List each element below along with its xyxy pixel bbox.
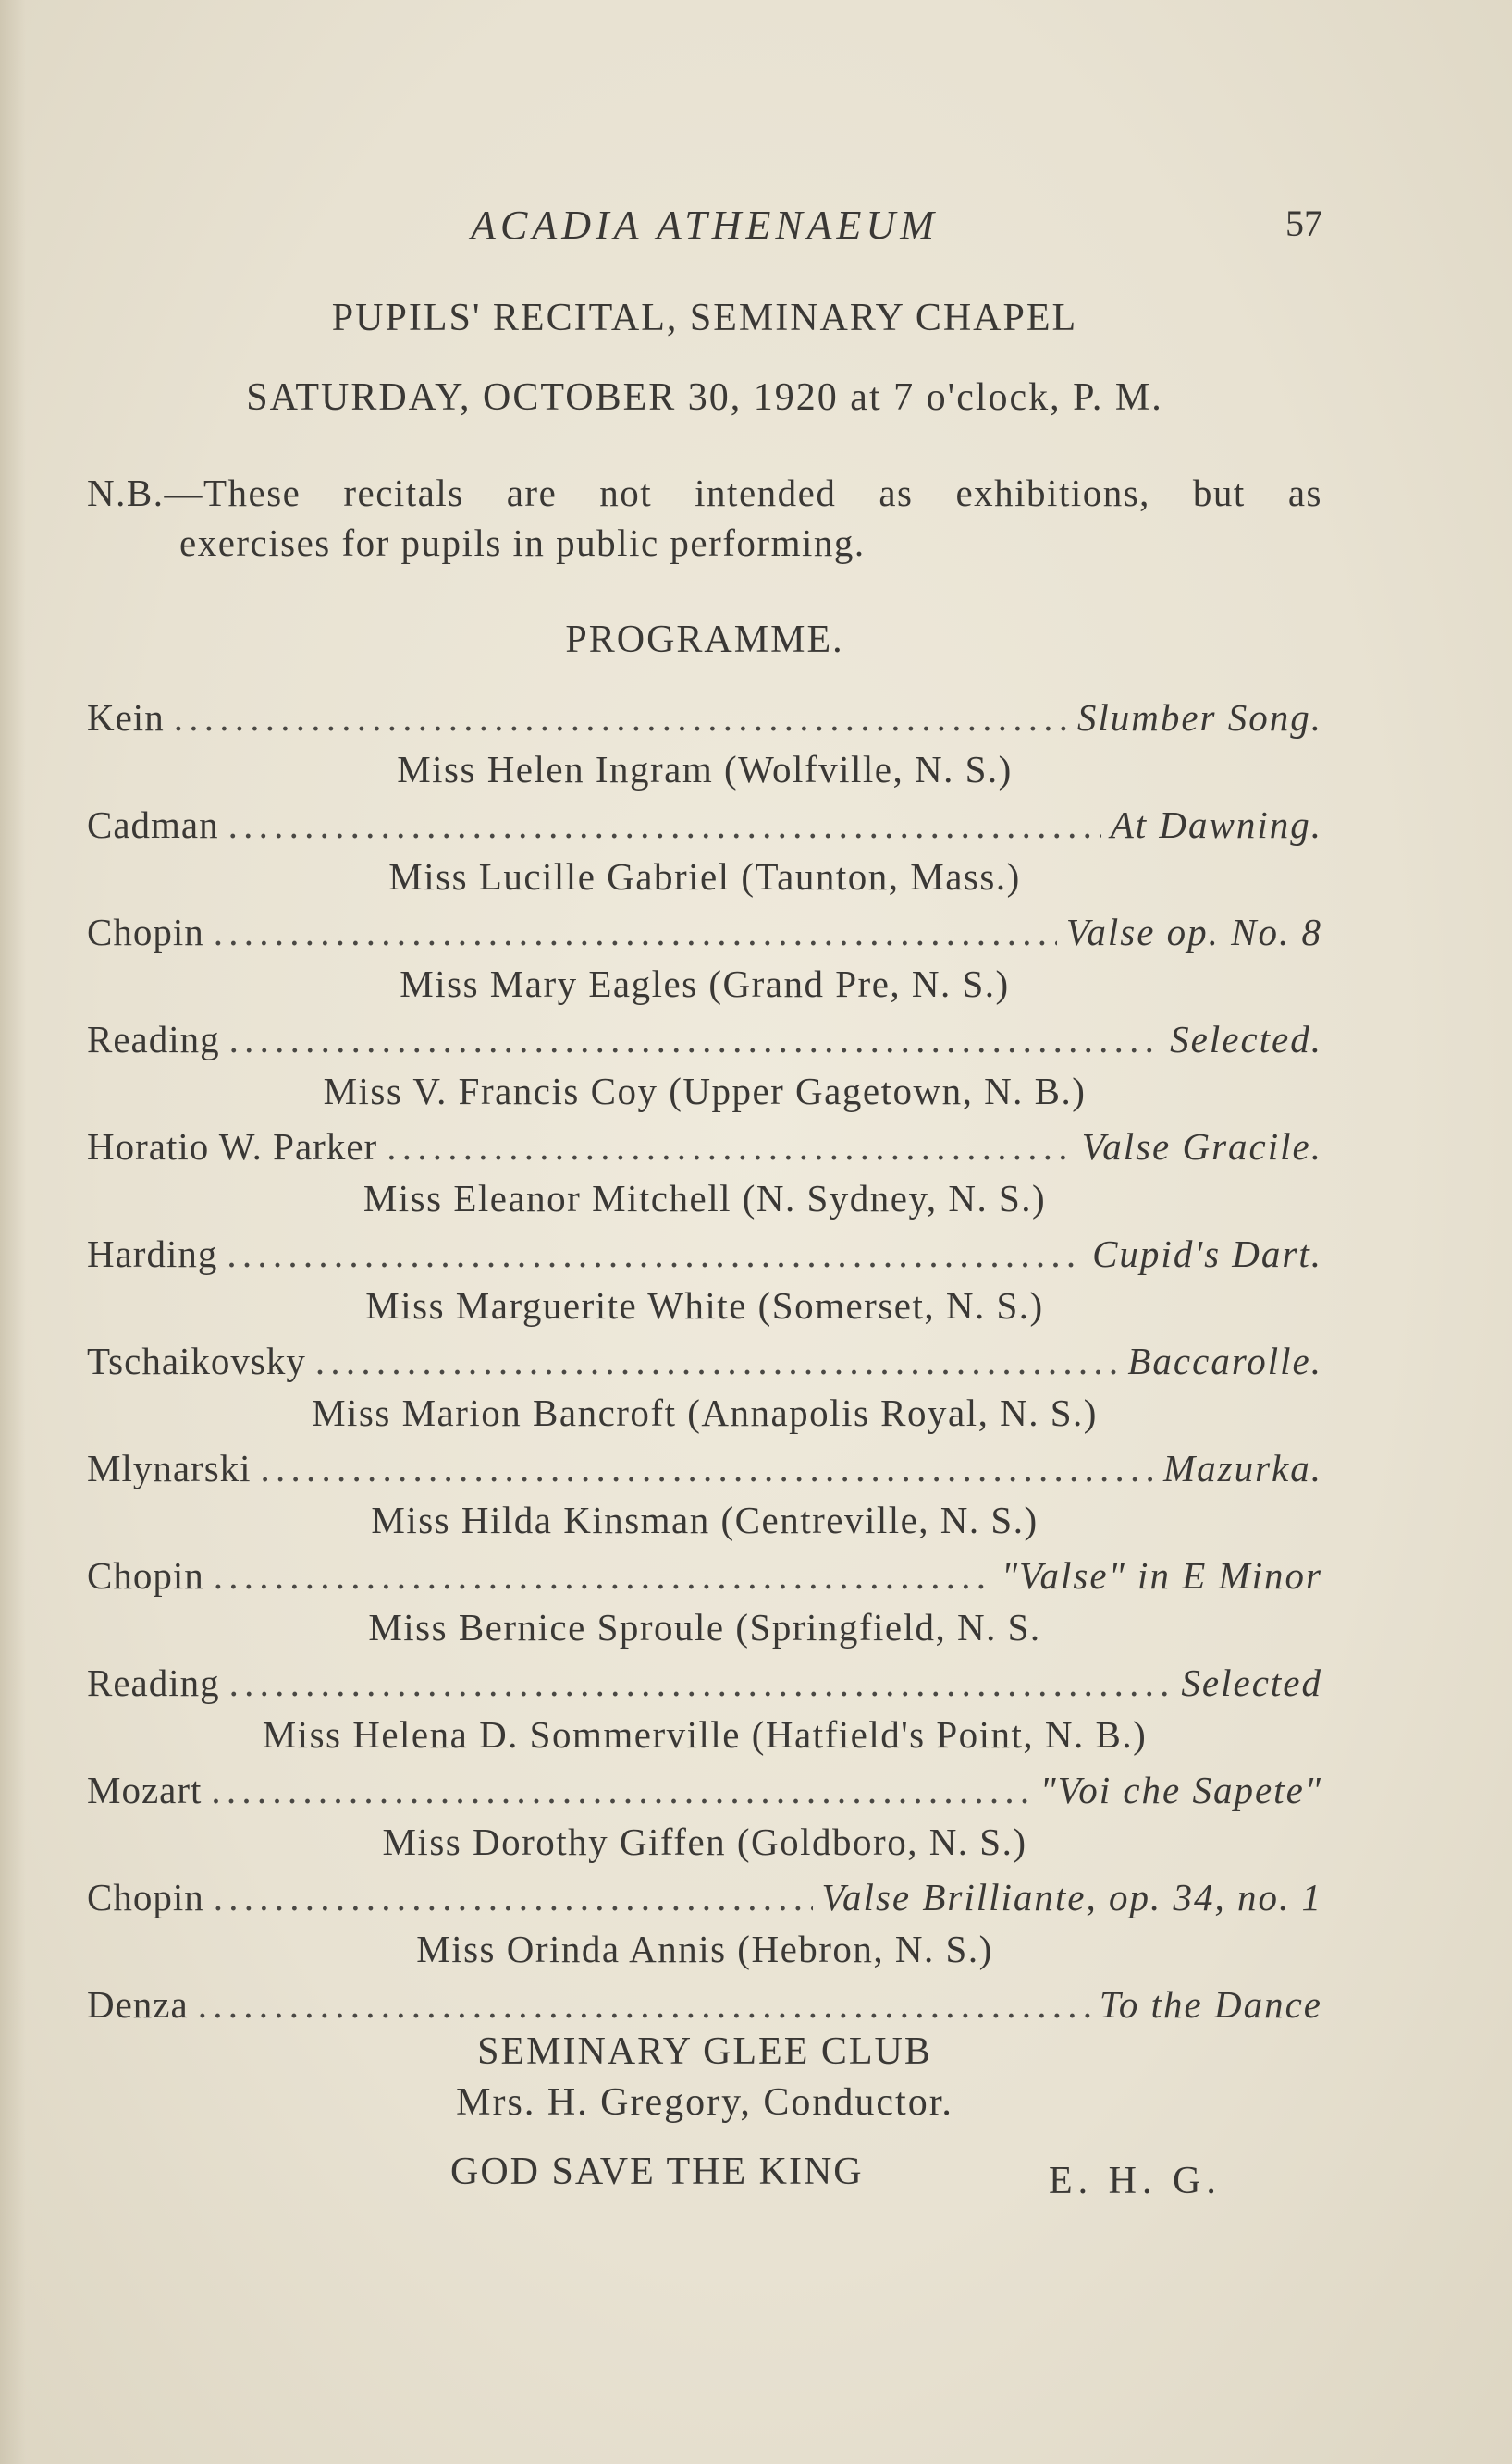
programme-entry [87, 1768, 1322, 1875]
note-word: but [1192, 472, 1246, 514]
composer-name: Chopin [87, 1876, 204, 1918]
composer-name: Reading [87, 1018, 220, 1060]
piece-line [87, 1875, 1322, 1927]
performer-line: Miss Bernice Sproule (Springfield, N. S. [368, 1606, 1041, 1649]
composer-name: Harding [87, 1232, 218, 1275]
piece-line [87, 1232, 1322, 1283]
conductor-line: Mrs. H. Gregory, Conductor. [456, 2081, 953, 2124]
event-title: PUPILS' RECITAL, SEMINARY CHAPEL [331, 297, 1078, 339]
piece-line [87, 1339, 1322, 1391]
performer-line: Miss Dorothy Giffen (Goldboro, N. S.) [382, 1820, 1027, 1863]
piece-line [87, 1446, 1322, 1498]
note-word: intended [695, 472, 837, 514]
piece-line [87, 1982, 1322, 2034]
piece-title: "Valse" in E Minor [1001, 1554, 1322, 1597]
programme-entry [87, 1661, 1322, 1768]
composer-name: Reading [87, 1661, 220, 1704]
programme-entry [87, 1875, 1322, 1982]
dot-leader [214, 1553, 992, 1598]
dot-leader [198, 1982, 1090, 2027]
dot-leader [214, 910, 1057, 954]
programme-heading: PROGRAMME. [565, 619, 844, 661]
page-header [87, 202, 1322, 257]
note-line-1 [87, 468, 1322, 518]
note-word: as [1287, 472, 1322, 514]
performer-line: Miss Mary Eagles (Grand Pre, N. S.) [400, 962, 1010, 1005]
piece-line [87, 910, 1322, 962]
performer-line: Miss Hilda Kinsman (Centreville, N. S.) [371, 1499, 1039, 1541]
performer-line: Miss Lucille Gabriel (Taunton, Mass.) [388, 855, 1021, 898]
note-word: not [599, 472, 653, 514]
programme-entry [87, 1446, 1322, 1553]
dot-leader [229, 1017, 1162, 1061]
programme-entry [87, 695, 1322, 803]
performer-line: Miss Marion Bancroft (Annapolis Royal, N. S.) [312, 1391, 1098, 1434]
dot-leader [211, 1768, 1030, 1812]
piece-title: Valse Gracile. [1081, 1125, 1322, 1168]
programme-entry [87, 1017, 1322, 1124]
anthem-line: GOD SAVE THE KING [450, 2151, 864, 2193]
dot-leader [229, 1661, 1173, 1705]
composer-name: Kein [87, 696, 165, 739]
running-title: ACADIA ATHENAEUM [471, 202, 939, 248]
note-word: are [506, 472, 558, 514]
programme-entry [87, 1339, 1322, 1446]
performer-line: Miss Helen Ingram (Wolfville, N. S.) [397, 748, 1013, 791]
note-line-2: exercises for pupils in public performing. [179, 521, 866, 564]
programme-entry [87, 1232, 1322, 1339]
composer-name: Denza [87, 1983, 189, 2026]
piece-title: Baccarolle. [1127, 1340, 1322, 1382]
piece-line [87, 1124, 1322, 1176]
dot-leader [227, 1232, 1083, 1276]
anthem-row [87, 2150, 1322, 2205]
composer-name: Tschaikovsky [87, 1340, 306, 1382]
programme-entry [87, 803, 1322, 910]
composer-name: Cadman [87, 803, 219, 846]
piece-line [87, 1553, 1322, 1605]
dot-leader [214, 1875, 813, 1919]
piece-title: Cupid's Dart. [1092, 1232, 1322, 1275]
programme-entry [87, 910, 1322, 1017]
performer-line: Miss Orinda Annis (Hebron, N. S.) [416, 1928, 993, 1970]
note-word: as [879, 472, 914, 514]
performer-line: Miss Helena D. Sommerville (Hatfield's Point, N. B.) [262, 1713, 1148, 1756]
piece-title: Selected [1181, 1661, 1322, 1704]
piece-title: Selected. [1170, 1018, 1322, 1060]
piece-line [87, 1661, 1322, 1712]
piece-title: Valse Brilliante, op. 34, no. 1 [821, 1876, 1322, 1918]
author-initials: E. H. G. [1049, 2160, 1222, 2202]
piece-title: To the Dance [1099, 1983, 1322, 2026]
note-word: N.B.—These [87, 472, 301, 514]
note-paragraph [87, 468, 1322, 568]
note-word: exhibitions, [955, 472, 1150, 514]
performer-line: Miss V. Francis Coy (Upper Gagetown, N. B.) [323, 1070, 1087, 1112]
programme-list [87, 695, 1322, 2090]
dot-leader [228, 803, 1101, 847]
programme-entry [87, 1124, 1322, 1232]
piece-line [87, 803, 1322, 854]
piece-title: At Dawning. [1110, 803, 1322, 846]
binding-edge [0, 0, 26, 2464]
composer-name: Chopin [87, 911, 204, 953]
dot-leader [261, 1446, 1154, 1490]
dot-leader [315, 1339, 1119, 1383]
dot-leader [387, 1124, 1073, 1169]
piece-line [87, 1768, 1322, 1820]
programme-entry [87, 1553, 1322, 1661]
composer-name: Mozart [87, 1769, 203, 1811]
performer-line: Miss Marguerite White (Somerset, N. S.) [365, 1284, 1044, 1327]
piece-title: Mazurka. [1162, 1447, 1322, 1489]
piece-title: Slumber Song. [1076, 696, 1322, 739]
piece-line [87, 1017, 1322, 1069]
dot-leader [174, 695, 1068, 740]
glee-club-heading: SEMINARY GLEE CLUB [477, 2030, 932, 2073]
composer-name: Mlynarski [87, 1447, 252, 1489]
page-number: 57 [1285, 202, 1322, 244]
piece-line [87, 695, 1322, 747]
composer-name: Horatio W. Parker [87, 1125, 378, 1168]
event-date: SATURDAY, OCTOBER 30, 1920 at 7 o'clock, P. M. [246, 376, 1163, 419]
note-word: recitals [343, 472, 464, 514]
performer-line: Miss Eleanor Mitchell (N. Sydney, N. S.) [363, 1177, 1047, 1220]
piece-title: Valse op. No. 8 [1065, 911, 1322, 953]
piece-title: "Voi che Sapete" [1039, 1769, 1322, 1811]
composer-name: Chopin [87, 1554, 204, 1597]
